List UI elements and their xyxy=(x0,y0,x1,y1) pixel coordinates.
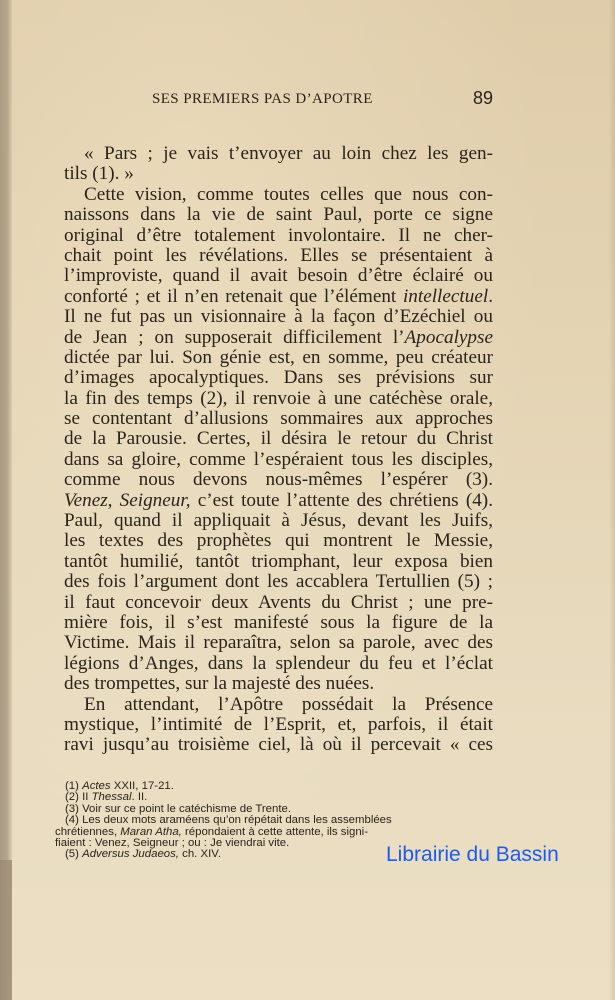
text-line xyxy=(64,348,493,368)
text-line xyxy=(64,246,493,266)
footnote-text: Les deux mots araméens qu’on répétait dans les assemblées xyxy=(78,814,392,827)
line-text: des fois l’argument dont les accablera Tertullien (5) ; xyxy=(64,571,493,593)
line-text: conforté ; et il n’en retenait que l’élément xyxy=(64,285,403,307)
text-line xyxy=(64,226,493,246)
text-line xyxy=(64,389,493,409)
spine-shadow xyxy=(0,0,12,1000)
text-line xyxy=(64,266,493,286)
watermark-librairie: Librairie du Bassin xyxy=(386,843,559,866)
text-line xyxy=(64,552,493,572)
footnote-text: répondaient à cette attente, ils signi- xyxy=(181,825,369,838)
text-line xyxy=(64,287,493,307)
footnote-text: Voir sur ce point le catéchisme de Trente. xyxy=(78,802,292,815)
text-line xyxy=(64,531,493,551)
footnote-text: XXII, 17-21. xyxy=(110,780,174,792)
line-text: « Pars ; je vais t’envoyer au loin chez les gen- xyxy=(84,143,493,164)
text-line xyxy=(64,470,493,490)
italic-text: Venez, Seigneur, xyxy=(64,489,191,511)
text-line xyxy=(64,429,493,449)
italic-text: intellectuel xyxy=(402,285,489,307)
line-text: comme nous devons nous-mêmes l’espérer (3). xyxy=(64,469,493,491)
footnote-italic: Maran Atha, xyxy=(120,825,182,838)
page-number: 89 xyxy=(472,88,493,108)
line-text: tils (1). » xyxy=(64,163,134,185)
body-text xyxy=(64,144,493,756)
line-text: dictée par lui. Son génie est, en somme, peu créateur xyxy=(64,346,493,368)
line-text: les textes des prophètes qui montrent le Messie, xyxy=(64,530,493,552)
footnote-text: . II. xyxy=(131,791,148,804)
line-text: chait point les révélations. Elles se présentaient à xyxy=(64,244,493,266)
line-text: Paul, quand il appliquait à Jésus, devant les Juifs, xyxy=(64,510,493,532)
text-line xyxy=(64,450,493,470)
footnotes xyxy=(55,780,392,861)
footnote-number: (5) xyxy=(65,848,79,861)
footnote-number: (1) xyxy=(65,780,79,792)
text-line xyxy=(64,491,493,511)
line-text: légions d’Anges, dans la splendeur du feu et l’éclat xyxy=(64,652,493,674)
running-title: SES PREMIERS PAS D’APOTRE xyxy=(152,91,373,107)
text-line xyxy=(64,328,493,348)
line-text: c’est toute l’attente des chrétiens (4). xyxy=(190,489,493,511)
text-line xyxy=(64,593,493,613)
text-line xyxy=(64,185,493,205)
footnote-italic: Thessal xyxy=(91,791,132,804)
line-text: mystique, l’intimité de l’Esprit, et, parfois, il était xyxy=(64,713,493,735)
line-text: des trompettes, sur la majesté des nuées. xyxy=(64,673,375,695)
text-line xyxy=(64,368,493,388)
text-line xyxy=(64,735,493,755)
line-text: il faut concevoir deux Avents du Christ ; une pre- xyxy=(64,591,493,613)
line-text: Cette vision, comme toutes celles que nous con- xyxy=(84,183,493,205)
line-text: ravi jusqu’au troisième ciel, là où il percevait « ces xyxy=(64,734,493,756)
footnote-number: (3) xyxy=(65,802,79,815)
text-line xyxy=(64,205,493,225)
line-text: la fin des temps (2), il renvoie à une catéchèse orale, xyxy=(64,387,493,409)
footnote xyxy=(64,849,364,860)
text-line xyxy=(64,409,493,429)
footnote-number: (2) xyxy=(65,791,79,804)
line-text: Il ne fut pas un visionnaire à la façon d’Ezéchiel ou xyxy=(64,306,493,328)
spine-shadow-bottom xyxy=(0,860,12,1000)
line-text: Victime. Mais il reparaîtra, selon sa parole, avec des xyxy=(64,632,493,654)
text-line xyxy=(64,674,493,694)
line-text: original d’être totalement involontaire. Il ne cher- xyxy=(64,224,493,246)
line-text: se contentant d’allusions sommaires aux approches xyxy=(64,408,493,430)
running-head xyxy=(64,88,493,112)
footnote-text: chrétiennes, xyxy=(55,825,121,838)
footnote-text: fiaient : Venez, Seigneur ; ou : Je viendrai vite. xyxy=(55,836,290,849)
footnote-italic: Adversus Judaeos, xyxy=(82,848,179,861)
italic-text: Apocalypse xyxy=(404,326,493,348)
text-line xyxy=(64,164,493,184)
line-text: de Jean ; on supposerait difficilement l’ xyxy=(64,326,405,348)
line-text: dans sa gloire, comme l’espéraient tous les disciples, xyxy=(64,448,493,470)
footnote-text: II xyxy=(78,791,92,804)
text-line xyxy=(64,695,493,715)
line-text: mière fois, il s’est manifesté sous la figure de la xyxy=(64,611,493,633)
text-line xyxy=(64,715,493,735)
text-line xyxy=(64,654,493,674)
text-line xyxy=(64,307,493,327)
line-text: d’images apocalyptiques. Dans ses prévisions sur xyxy=(64,367,493,389)
page-edge xyxy=(609,0,615,1000)
line-text: de la Parousie. Certes, il désira le retour du Christ xyxy=(64,428,493,450)
text-line xyxy=(64,511,493,531)
footnote-italic: Actes xyxy=(82,780,111,792)
line-text: naissons dans la vie de saint Paul, porte ce signe xyxy=(64,204,493,226)
line-text: l’improviste, quand il avait besoin d’être éclairé ou xyxy=(64,265,493,287)
text-line xyxy=(64,144,493,164)
footnote-text: ch. XIV. xyxy=(178,848,221,861)
text-line xyxy=(64,633,493,653)
footnote-number: (4) xyxy=(65,814,79,827)
line-text: . xyxy=(488,285,493,307)
text-line xyxy=(64,572,493,592)
line-text: tantôt humilié, tantôt triomphant, leur exposa bien xyxy=(64,550,493,572)
text-line xyxy=(64,613,493,633)
line-text: En attendant, l’Apôtre possédait la Présence xyxy=(84,693,493,715)
